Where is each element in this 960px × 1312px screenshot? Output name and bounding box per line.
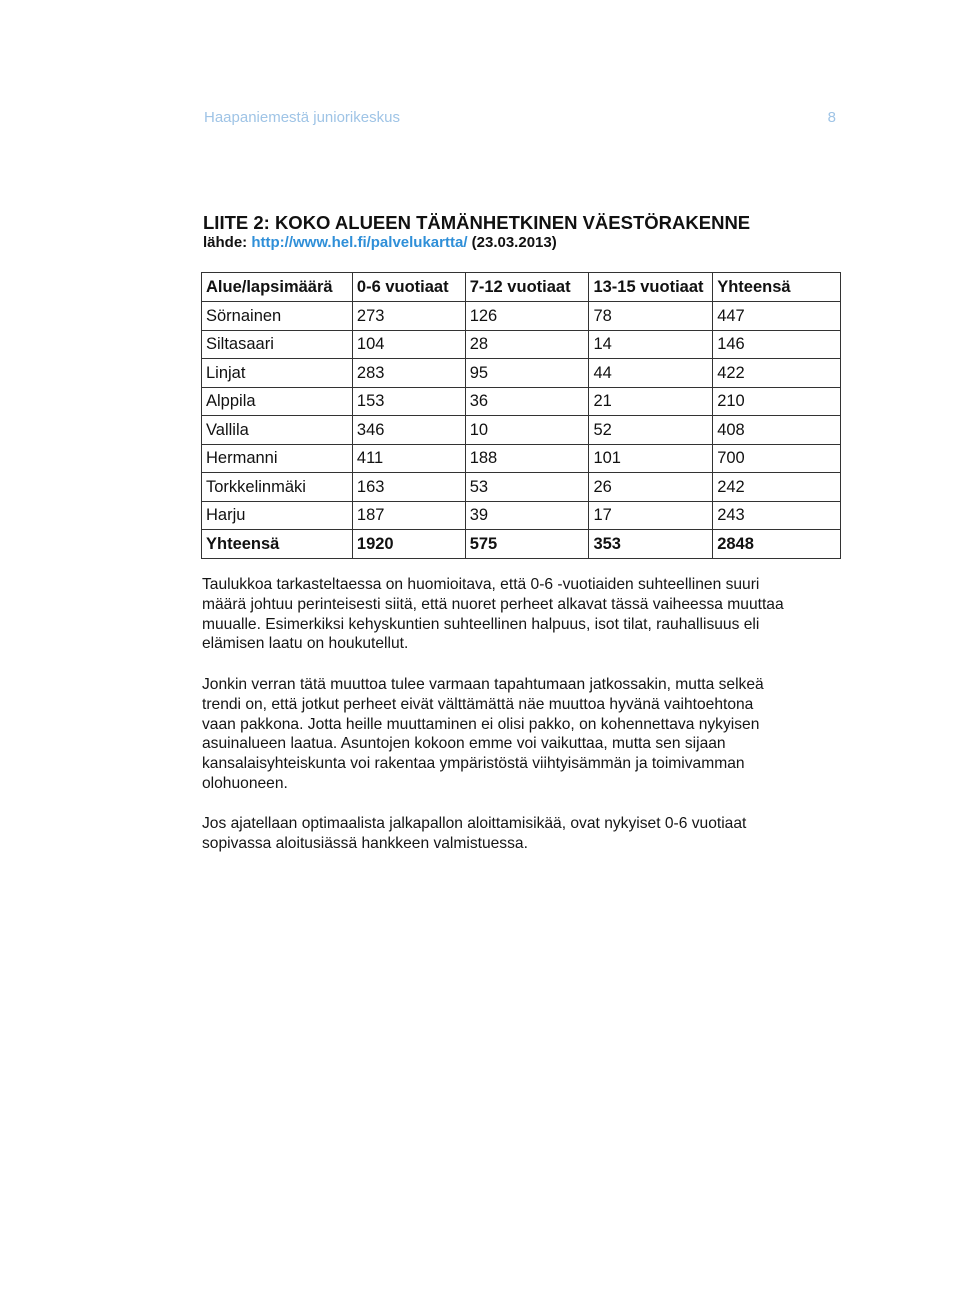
table-cell: 273 bbox=[352, 302, 465, 331]
table-cell: 163 bbox=[352, 473, 465, 502]
table-total-row bbox=[202, 530, 841, 559]
table-cell: 78 bbox=[589, 302, 713, 331]
paragraph-line: muualle. Esimerkiksi kehyskuntien suhteellinen halpuus, isot tilat, rauhallisuus eli bbox=[202, 615, 760, 633]
table-cell: 187 bbox=[352, 501, 465, 530]
area-cell: Harju bbox=[202, 501, 353, 530]
table-cell: 283 bbox=[352, 359, 465, 388]
table-cell: 17 bbox=[589, 501, 713, 530]
column-header: 7-12 vuotiaat bbox=[465, 273, 589, 302]
source-prefix: lähde: bbox=[203, 234, 252, 251]
table-cell: 210 bbox=[713, 387, 841, 416]
column-header: 0-6 vuotiaat bbox=[352, 273, 465, 302]
table-cell: 44 bbox=[589, 359, 713, 388]
table-row bbox=[202, 416, 841, 445]
total-cell: 2848 bbox=[713, 530, 841, 559]
total-cell: 1920 bbox=[352, 530, 465, 559]
section-heading: LIITE 2: KOKO ALUEEN TÄMÄNHETKINEN VÄESTÖRAKENNE bbox=[203, 212, 751, 233]
table-row bbox=[202, 359, 841, 388]
paragraph-line: trendi on, että jotkut perheet eivät välttämättä näe muuttoa hyvänä vaihtoehtona bbox=[202, 695, 754, 713]
paragraph-line: Jonkin verran tätä muuttoa tulee varmaan tapahtumaan jatkossakin, mutta selkeä bbox=[202, 676, 764, 693]
paragraph bbox=[202, 814, 852, 854]
table-row bbox=[202, 473, 841, 502]
area-cell: Hermanni bbox=[202, 444, 353, 473]
paragraph-line: olohuoneen. bbox=[202, 774, 288, 792]
area-cell: Torkkelinmäki bbox=[202, 473, 353, 502]
table-cell: 243 bbox=[713, 501, 841, 530]
table-cell: 153 bbox=[352, 387, 465, 416]
paragraph-line: kansalaisyhteiskunta voi rakentaa ympäristöstä viihtyisämmän ja toimivamman bbox=[202, 755, 745, 773]
table-cell: 104 bbox=[352, 330, 465, 359]
paragraph bbox=[202, 675, 852, 794]
table-cell: 39 bbox=[465, 501, 589, 530]
paragraph-line: määrä johtuu perinteisesti siitä, että nuoret perheet alkavat tässä vaiheessa muuttaa bbox=[202, 595, 784, 613]
table-cell: 95 bbox=[465, 359, 589, 388]
paragraph bbox=[202, 575, 852, 654]
area-cell: Vallila bbox=[202, 416, 353, 445]
paragraph-line: asuinalueen laatua. Asuntojen kokoon emme voi vaikuttaa, mutta sen sijaan bbox=[202, 735, 726, 753]
table-row bbox=[202, 302, 841, 331]
table-row bbox=[202, 330, 841, 359]
table-cell: 422 bbox=[713, 359, 841, 388]
table-cell: 26 bbox=[589, 473, 713, 502]
table-cell: 14 bbox=[589, 330, 713, 359]
header-title: Haapaniemestä juniorikeskus bbox=[204, 109, 400, 126]
table-cell: 28 bbox=[465, 330, 589, 359]
population-table bbox=[201, 272, 841, 559]
table-cell: 126 bbox=[465, 302, 589, 331]
area-cell: Sörnainen bbox=[202, 302, 353, 331]
table-cell: 242 bbox=[713, 473, 841, 502]
column-header: Alue/lapsimäärä bbox=[202, 273, 353, 302]
table-cell: 146 bbox=[713, 330, 841, 359]
column-header: 13-15 vuotiaat bbox=[589, 273, 713, 302]
table-cell: 700 bbox=[713, 444, 841, 473]
table-cell: 36 bbox=[465, 387, 589, 416]
paragraph-line: vaan pakkona. Jotta heille muuttaminen ei olisi pakko, on kohennettava nykyisen bbox=[202, 715, 760, 733]
source-link[interactable]: http://www.hel.fi/palvelukartta/ bbox=[251, 234, 468, 251]
total-cell: 575 bbox=[465, 530, 589, 559]
column-header: Yhteensä bbox=[713, 273, 841, 302]
table-cell: 346 bbox=[352, 416, 465, 445]
paragraph-line: Jos ajatellaan optimaalista jalkapallon aloittamisikää, ovat nykyiset 0-6 vuotiaat bbox=[202, 815, 747, 832]
table-row bbox=[202, 501, 841, 530]
table-cell: 10 bbox=[465, 416, 589, 445]
total-label-cell: Yhteensä bbox=[202, 530, 353, 559]
paragraph-line: elämisen laatu on houkutellut. bbox=[202, 635, 409, 653]
table-cell: 447 bbox=[713, 302, 841, 331]
area-cell: Siltasaari bbox=[202, 330, 353, 359]
page-number: 8 bbox=[827, 109, 836, 126]
table-row bbox=[202, 444, 841, 473]
table-cell: 408 bbox=[713, 416, 841, 445]
area-cell: Linjat bbox=[202, 359, 353, 388]
table-header-row bbox=[202, 273, 841, 302]
table-cell: 53 bbox=[465, 473, 589, 502]
table-cell: 101 bbox=[589, 444, 713, 473]
table-cell: 188 bbox=[465, 444, 589, 473]
table-cell: 411 bbox=[352, 444, 465, 473]
table-row bbox=[202, 387, 841, 416]
table-cell: 21 bbox=[589, 387, 713, 416]
paragraph-line: sopivassa aloitusiässä hankkeen valmistuessa. bbox=[202, 834, 528, 852]
area-cell: Alppila bbox=[202, 387, 353, 416]
total-cell: 353 bbox=[589, 530, 713, 559]
page-header bbox=[204, 109, 836, 129]
table-cell: 52 bbox=[589, 416, 713, 445]
source-line bbox=[203, 233, 557, 253]
source-date: (23.03.2013) bbox=[467, 234, 557, 251]
paragraph-line: Taulukkoa tarkasteltaessa on huomioitava, että 0-6 -vuotiaiden suhteellinen suuri bbox=[202, 576, 760, 593]
